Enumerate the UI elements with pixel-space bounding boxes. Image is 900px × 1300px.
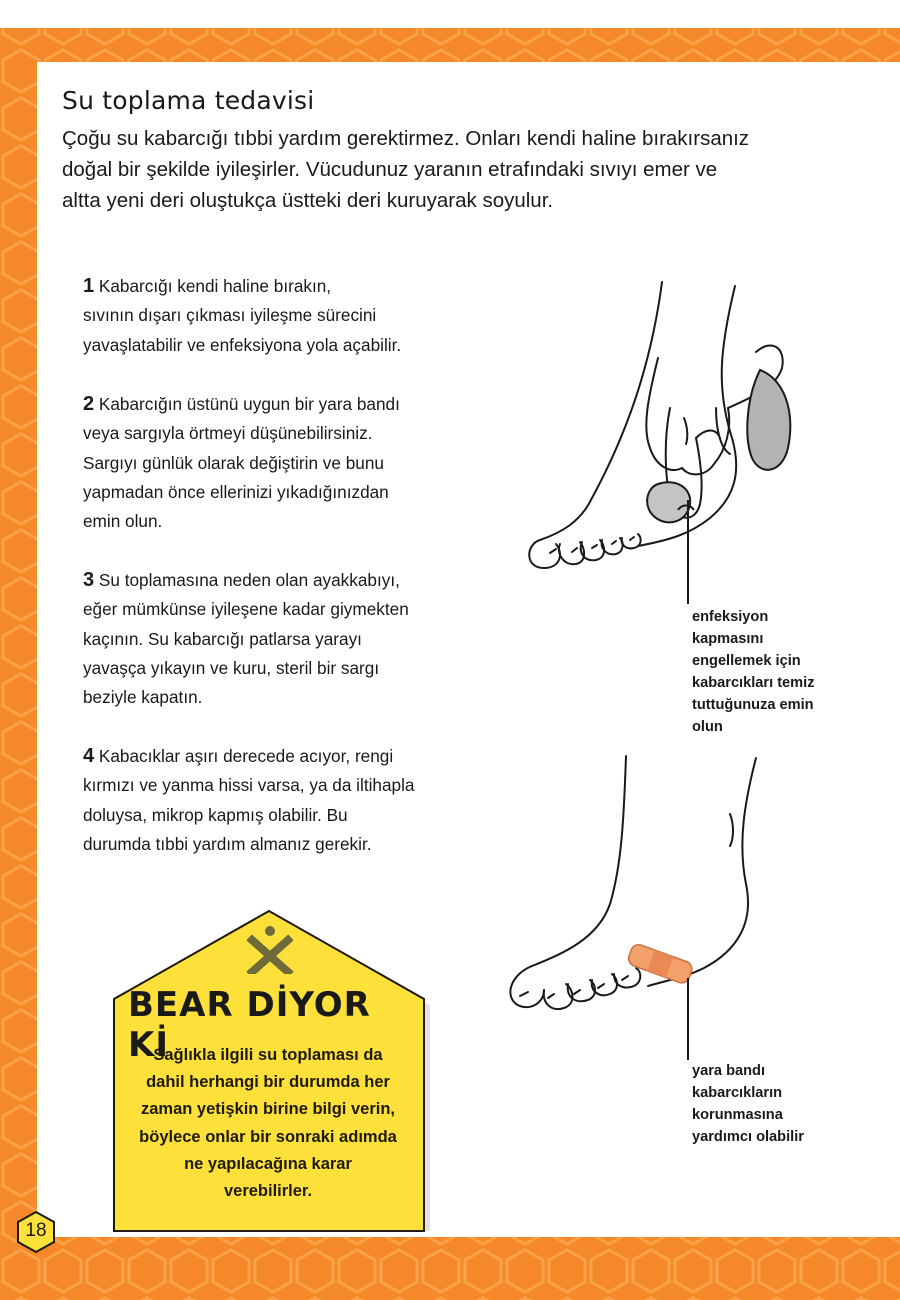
caption-line: kabarcıkların bbox=[692, 1085, 783, 1101]
caption-top bbox=[692, 606, 892, 738]
step-line: veya sargıyla örtmeyi düşünebilirsiniz. bbox=[83, 423, 373, 444]
step-line: yavaşça yıkayın ve kuru, steril bir sargı bbox=[83, 657, 380, 678]
intro-line: doğal bir şekilde iyileşirler. Vücudunuz yaranın etrafındaki sıvıyı emer ve bbox=[62, 158, 718, 181]
top-white-band bbox=[0, 0, 900, 28]
step-3 bbox=[83, 566, 483, 712]
caption-line: yara bandı bbox=[692, 1063, 765, 1079]
intro-line: Çoğu su kabarcığı tıbbi yardım gerektirmez. Onları kendi haline bırakırsanız bbox=[62, 127, 750, 150]
bear-says-line: verebilirler. bbox=[223, 1182, 313, 1201]
step-number: 2 bbox=[83, 393, 95, 415]
caption-line: kapmasını bbox=[692, 631, 764, 647]
step-line: Kabacıklar aşırı derecede acıyor, rengi bbox=[98, 746, 394, 766]
caption-pointer-line bbox=[687, 500, 689, 604]
bear-says-line: dahil herhangi bir durumda her bbox=[146, 1073, 390, 1092]
caption-line: tuttuğunuza emin bbox=[692, 697, 814, 713]
step-line: Sargıyı günlük olarak değiştirin ve bunu bbox=[83, 452, 384, 473]
step-line: kaçının. Su kabarcığı patlarsa yarayı bbox=[83, 628, 362, 649]
step-line: sıvının dışarı çıkması iyileşme sürecini bbox=[83, 305, 377, 326]
step-line: eğer mümkünse iyileşene kadar giymekten bbox=[83, 599, 409, 620]
step-line: kırmızı ve yanma hissi varsa, ya da iltihapla bbox=[83, 775, 415, 796]
bear-says-line: Sağlıkla ilgili su toplaması da bbox=[153, 1046, 383, 1064]
step-line: beziyle kapatın. bbox=[83, 687, 203, 708]
bear-says-line: ne yapılacağına karar bbox=[184, 1154, 352, 1173]
step-number: 1 bbox=[83, 275, 95, 297]
bandaged-foot-illustration bbox=[498, 754, 788, 1024]
step-2 bbox=[83, 390, 483, 536]
step-line: Su toplamasına neden olan ayakkabıyı, bbox=[98, 570, 400, 590]
caption-line: enfeksiyon bbox=[692, 609, 769, 625]
caption-line: korunmasına bbox=[692, 1107, 783, 1123]
bear-says-line: zaman yetişkin birine bilgi verin, bbox=[141, 1100, 395, 1119]
step-line: Kabarcığın üstünü uygun bir yara bandı bbox=[98, 394, 400, 414]
step-line: emin olun. bbox=[83, 511, 163, 532]
bear-says-title: BEAR DİYOR Kİ bbox=[128, 985, 371, 1065]
bear-says-line: böylece onlar bir sonraki adımda bbox=[139, 1127, 397, 1146]
step-line: Kabarcığı kendi haline bırakın, bbox=[98, 276, 332, 296]
page-number: 18 bbox=[25, 1220, 47, 1241]
caption-bottom bbox=[692, 1060, 892, 1148]
bear-says-text bbox=[118, 1042, 418, 1205]
step-1 bbox=[83, 272, 483, 360]
step-line: doluysa, mikrop kapmış olabilir. Bu bbox=[83, 804, 348, 825]
step-line: yapmadan önce ellerinizi yıkadığınızdan bbox=[83, 481, 389, 502]
intro-paragraph bbox=[62, 123, 852, 216]
step-number: 4 bbox=[83, 745, 95, 767]
caption-line: engellemek için bbox=[692, 653, 801, 669]
step-number: 3 bbox=[83, 569, 95, 591]
hand-cleaning-foot-illustration bbox=[520, 278, 800, 578]
caption-pointer-line bbox=[687, 978, 689, 1060]
caption-line: kabarcıkları temiz bbox=[692, 675, 815, 691]
crossed-x-logo-icon bbox=[246, 924, 294, 974]
step-4 bbox=[83, 742, 483, 859]
step-line: durumda tıbbi yardım almanız gerekir. bbox=[83, 833, 372, 854]
section-title: Su toplama tedavisi bbox=[62, 86, 315, 115]
caption-line: yardımcı olabilir bbox=[692, 1129, 804, 1145]
intro-line: altta yeni deri oluştukça üstteki deri kuruyarak soyulur. bbox=[62, 189, 554, 212]
caption-line: olun bbox=[692, 719, 723, 735]
step-line: yavaşlatabilir ve enfeksiyona yola açabilir. bbox=[83, 334, 402, 355]
